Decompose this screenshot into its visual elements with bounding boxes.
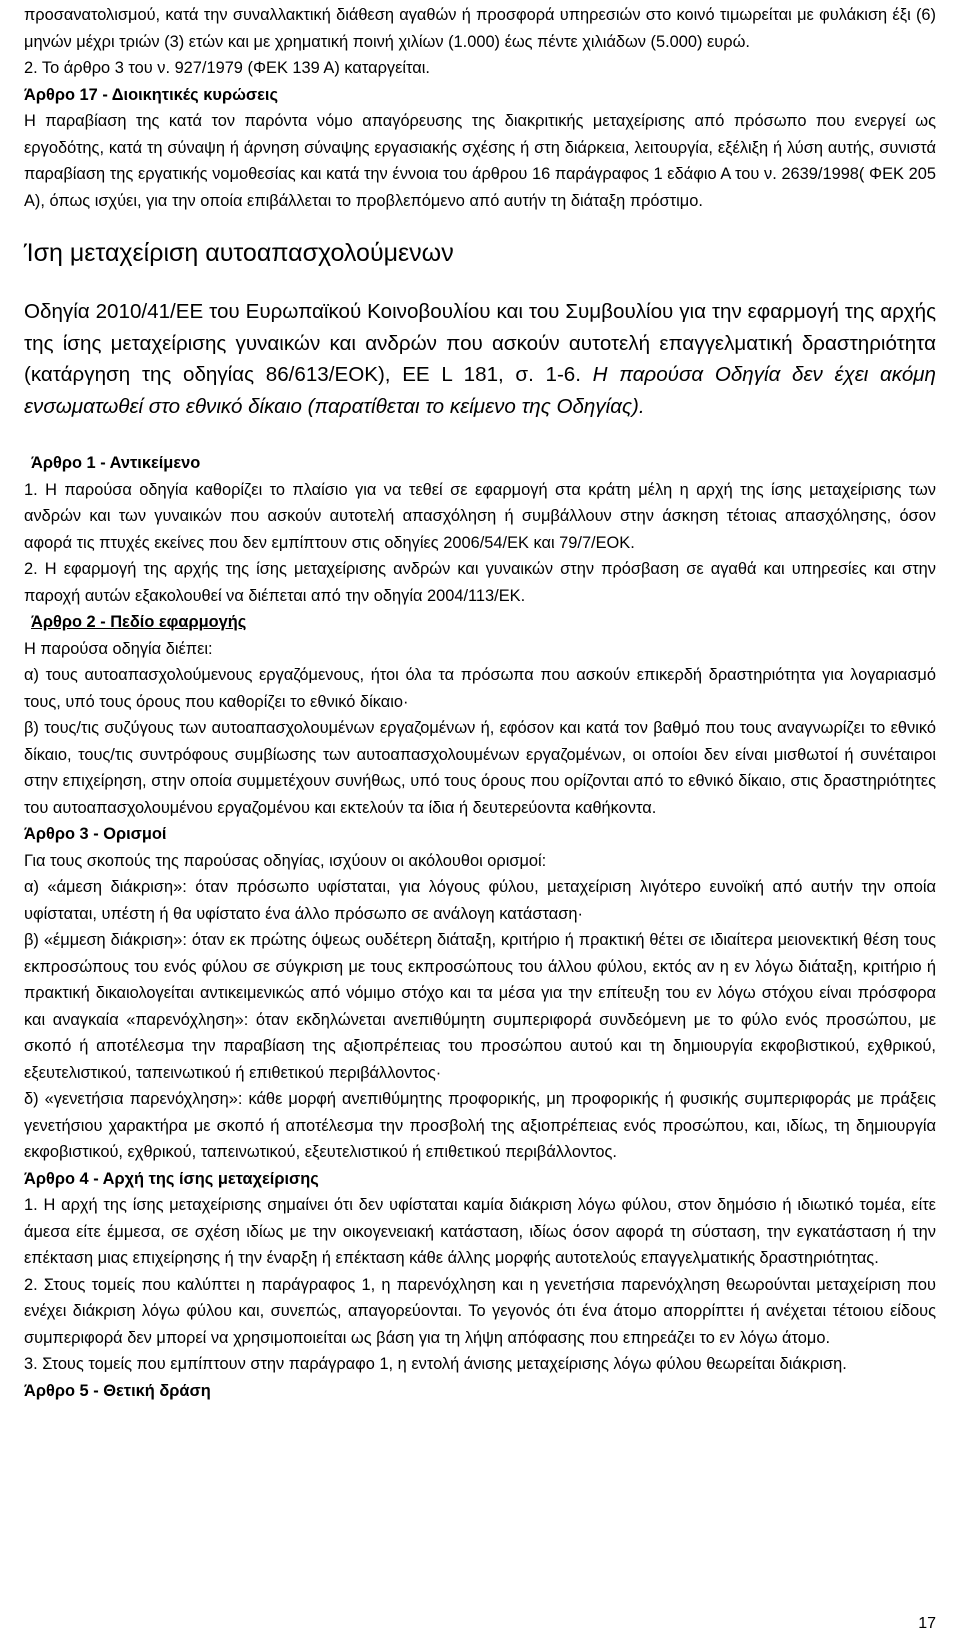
article-17-heading: Άρθρο 17 - Διοικητικές κυρώσεις <box>24 85 278 104</box>
article-1-heading: Άρθρο 1 - Αντικείμενο <box>31 454 201 472</box>
page-number: 17 <box>918 1615 936 1632</box>
document-page <box>24 0 936 1404</box>
article-4-heading: Άρθρο 4 - Αρχή της ίσης μεταχείρισης <box>24 1169 319 1188</box>
article-3-intro: Για τους σκοπούς της παρούσας οδηγίας, ισχύουν οι ακόλουθοι ορισμοί: <box>24 851 547 870</box>
article-2-item-b: β) τους/τις συζύγους των αυτοαπασχολουμένων εργαζομένων ή, εφόσον και κατά τον βαθμό που τους αναγνωρίζει το εθνικό δίκαιο, τους/τις συντρόφους συμβίωσης των αυτοαπασχολουμένων εργαζομένων, οι οποίοι δεν είναι μισθωτοί ή συνέταιροι στην επιχείρηση, στην οποία συμμετέχουν συνήθως, υπό τους όρους που ορίζονται από το εθνικό δίκαιο, στις δραστηριότητες του αυτοαπασχολουμένου εργαζομένου και εκτελούν τα ίδια ή δευτερεύοντα καθήκοντα. <box>24 719 936 817</box>
article-2-item-a: α) τους αυτοαπασχολούμενους εργαζόμενους, ήτοι όλα τα πρόσωπα που ασκούν επικερδή δραστηριότητα για λογαριασμό τους, υπό τους όρους που καθορίζει το εθνικό δίκαιο· <box>24 666 936 711</box>
article-2-heading-text: Άρθρο 2 - Πεδίο εφαρμογής <box>31 613 247 631</box>
article-3-item-b: β) «έμμεση διάκριση»: όταν εκ πρώτης όψεως ουδέτερη διάταξη, κριτήριο ή πρακτική θέτει σε ιδιαίτερα μειονεκτική θέση τους εκπροσώπους του ενός φύλου σε σύγκριση με τους εκπροσώπους του άλλου φύλου, εκτός αν η εν λόγω διάταξη, κριτήριο ή πρακτική δικαιολογείται αντικειμενικώς από νόμιμο στόχο και τα μέσα για την επίτευξη του εν λόγω στόχου είναι πρόσφορα και αναγκαία «παρενόχληση»: όταν εκδηλώνεται ανεπιθύμητη συμπεριφορά συνδεόμενη με το φύλο ενός προσώπου, με σκοπό ή αποτέλεσμα την παραβίαση της αξιοπρέπειας του προσώπου αυτού και τη δημιουργία εκφοβιστικού, εχθρικού, εξευτελιστικού, ταπεινωτικού ή επιθετικού περιβάλλοντος· <box>24 931 936 1082</box>
intro-paragraph-2: 2. Το άρθρο 3 του ν. 927/1979 (ΦΕΚ 139 Α) καταργείται. <box>24 59 430 77</box>
article-17-text: Η παραβίαση της κατά τον παρόντα νόμο απαγόρευσης της διακριτικής μεταχείρισης από πρόσωπο που ενεργεί ως εργοδότης, κατά τη σύναψη ή άρνηση σύναψης εργασιακής σχέσης ή στη διάρκεια, λειτουργία, εξέλιξη ή λύση αυτής, συνιστά παραβίαση της εργατικής νομοθεσίας και κατά την έννοια του άρθρου 16 παράγραφος 1 εδάφιο Α του ν. 2639/1998( ΦΕΚ 205 Α), όπως ισχύει, για την οποία επιβάλλεται το προβλεπόμενο από αυτήν τη διάταξη πρόστιμο. <box>24 112 936 210</box>
directive-text: Οδηγία 2010/41/ΕΕ του Ευρωπαϊκού Κοινοβουλίου και του Συμβουλίου για την εφαρμογή της αρχής της ίσης μεταχείρισης γυναικών και ανδρών που ασκούν αυτοτελή επαγγελματική δραστηριότητα (κατάργηση της οδηγίας 86/613/ΕΟΚ), ΕΕ L 181, σ. 1-6. <box>24 300 936 386</box>
article-3-item-a: α) «άμεση διάκριση»: όταν πρόσωπο υφίσταται, για λόγους φύλου, μεταχείριση λιγότερο ευνοϊκή από αυτήν την οποία υφίσταται, υπέστη ή θα υφίστατο ένα άλλο πρόσωπο σε ανάλογη κατάσταση· <box>24 878 936 923</box>
directive-citation <box>24 296 936 422</box>
directive-note: Η παρούσα Οδηγία δεν έχει ακόμη ενσωματωθεί στο εθνικό δίκαιο (παρατίθεται το κείμενο της Οδηγίας). <box>24 363 936 418</box>
article-3-heading: Άρθρο 3 - Ορισμοί <box>24 825 167 843</box>
article-4-paragraph-3: 3. Στους τομείς που εμπίπτουν στην παράγραφο 1, η εντολή άνισης μεταχείρισης λόγω φύλου θεωρείται διάκριση. <box>24 1355 847 1373</box>
article-1-paragraph-2: 2. Η εφαρμογή της αρχής της ίσης μεταχείρισης ανδρών και γυναικών στην πρόσβαση σε αγαθά και υπηρεσίες και στην παροχή αυτών εξακολουθεί να διέπεται από την οδηγία 2004/113/ΕΚ. <box>24 560 936 605</box>
intro-paragraph: προσανατολισμού, κατά την συναλλακτική διάθεση αγαθών ή προσφορά υπηρεσιών στο κοινό τιμωρείται με φυλάκιση έξι (6) μηνών μέχρι τριών (3) ετών και με χρηματική ποινή χιλίων (1.000) έως πέντε χιλιάδων (5.000) ευρώ. <box>24 6 936 51</box>
article-2-heading <box>24 609 936 636</box>
article-4-paragraph-1: 1. Η αρχή της ίσης μεταχείρισης σημαίνει ότι δεν υφίσταται καμία διάκριση λόγω φύλου, στον δημόσιο ή ιδιωτικό τομέα, είτε άμεσα είτε έμμεσα, σε σχέση ιδίως με την οικογενειακή κατάσταση, ιδίως όσον αφορά τη σύσταση, την εγκατάσταση ή την επέκταση μιας επιχείρησης ή την έναρξη ή επέκταση κάθε άλλης μορφής αυτοτελούς επαγγελματικής δραστηριότητας. <box>24 1196 936 1267</box>
article-1-paragraph-1: 1. Η παρούσα οδηγία καθορίζει το πλαίσιο για να τεθεί σε εφαρμογή στα κράτη μέλη η αρχή της ίσης μεταχείρισης των ανδρών και των γυναικών που ασκούν αυτοτελή απασχόληση ή συμβάλλουν στην άσκηση τέτοιας απασχόλησης, όσον αφορά τις πτυχές εκείνες που δεν εμπίπτουν στις οδηγίες 2006/54/ΕΚ και 79/7/ΕΟΚ. <box>24 480 936 552</box>
article-5-heading: Άρθρο 5 - Θετική δράση <box>24 1381 211 1400</box>
article-2-intro: Η παρούσα οδηγία διέπει: <box>24 639 213 658</box>
article-4-paragraph-2: 2. Στους τομείς που καλύπτει η παράγραφος 1, η παρενόχληση και η γενετήσια παρενόχληση θεωρούνται μεταχείριση που ενέχει διάκριση λόγω φύλου και, συνεπώς, απαγορεύονται. Το γεγονός ότι ένα άτομο απορρίπτει ή ανέχεται τέτοιου είδους συμπεριφορά δεν μπορεί να χρησιμοποιείται ως βάση για τη λήψη απόφασης που επηρεάζει το εν λόγω άτομο. <box>24 1275 936 1347</box>
article-3-item-d: δ) «γενετήσια παρενόχληση»: κάθε μορφή ανεπιθύμητης προφορικής, μη προφορικής ή φυσικής συμπεριφοράς με πράξεις γενετήσιου χαρακτήρα με σκοπό ή αποτέλεσμα την προσβολή της αξιοπρέπειας ενός προσώπου, και, ιδίως, τη δημιουργία εκφοβιστικού, εχθρικού, ταπεινωτικού, εξευτελιστικού ή επιθετικού περιβάλλοντος. <box>24 1090 936 1161</box>
section-title: Ίση μεταχείριση αυτοαπασχολούμενων <box>24 239 454 267</box>
